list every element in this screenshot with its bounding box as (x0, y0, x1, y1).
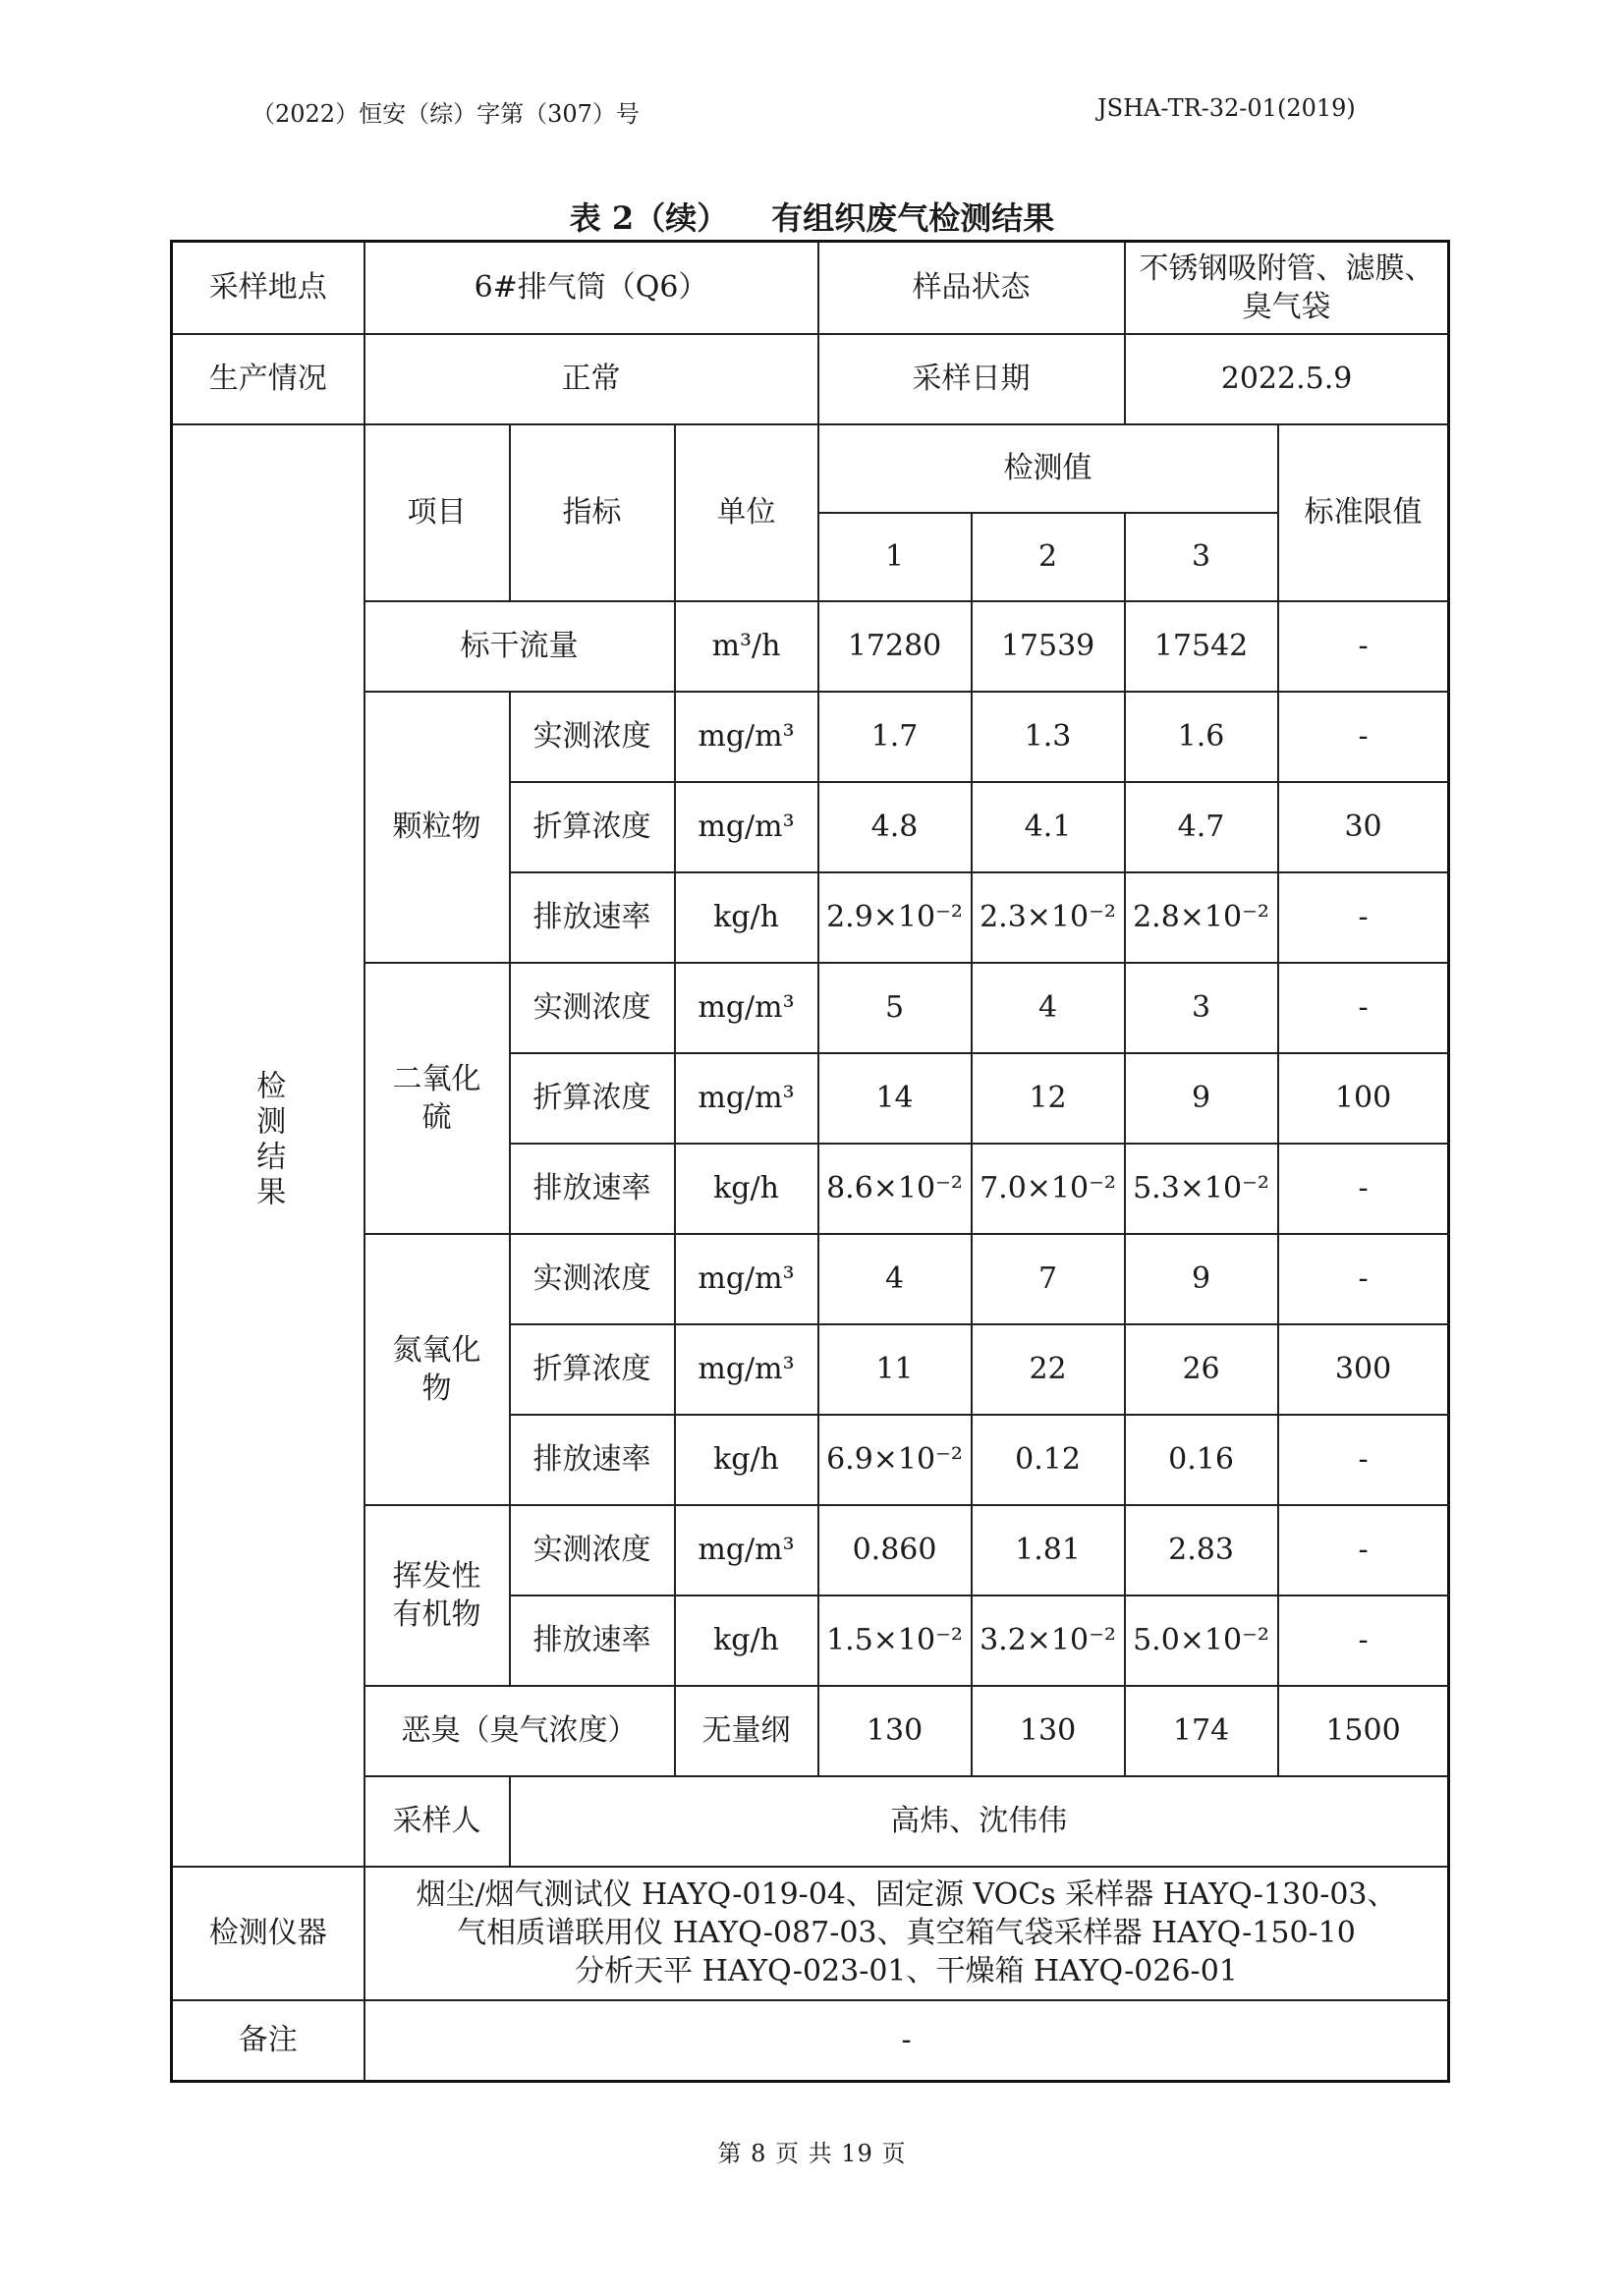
odor-label: 恶臭（臭气浓度） (364, 1686, 675, 1776)
value-cell: 12 (972, 1053, 1125, 1144)
location-value: 6#排气筒（Q6） (364, 242, 818, 334)
limit-cell: - (1278, 872, 1449, 963)
odor-unit: 无量纲 (675, 1686, 818, 1776)
group-name: 二氧化硫 (364, 963, 510, 1234)
page-number: 第 8 页 共 19 页 (717, 2140, 907, 2167)
sample-state-value: 不锈钢吸附管、滤膜、臭气袋 (1125, 242, 1449, 334)
value-cell: 7 (972, 1234, 1125, 1324)
indicator-cell: 排放速率 (510, 1595, 675, 1686)
value-cell: 1.7 (818, 692, 972, 782)
header-indicator: 指标 (510, 424, 675, 601)
value-cell: 3.2×10⁻² (972, 1595, 1125, 1686)
table-number: 表 2（续） (569, 199, 729, 237)
value-cell: 0.16 (1125, 1415, 1278, 1505)
odor-value-1: 130 (818, 1686, 972, 1776)
indicator-cell: 实测浓度 (510, 963, 675, 1053)
indicator-cell: 实测浓度 (510, 1234, 675, 1324)
unit-cell: mg/m³ (675, 782, 818, 872)
value-cell: 4.7 (1125, 782, 1278, 872)
value-cell: 1.3 (972, 692, 1125, 782)
value-cell: 11 (818, 1324, 972, 1415)
header-measured: 检测值 (818, 424, 1278, 513)
header-limit: 标准限值 (1278, 424, 1449, 601)
indicator-cell: 折算浓度 (510, 782, 675, 872)
remarks-label: 备注 (172, 2000, 364, 2082)
value-cell: 1.81 (972, 1505, 1125, 1595)
unit-cell: mg/m³ (675, 692, 818, 782)
header-run-1: 1 (818, 513, 972, 601)
unit-cell: kg/h (675, 1595, 818, 1686)
production-value: 正常 (364, 334, 818, 424)
value-cell: 5 (818, 963, 972, 1053)
flow-value-3: 17542 (1125, 601, 1278, 692)
unit-cell: mg/m³ (675, 1234, 818, 1324)
value-cell: 1.6 (1125, 692, 1278, 782)
table-caption: 有组织废气检测结果 (771, 199, 1055, 237)
limit-cell: - (1278, 1505, 1449, 1595)
value-cell: 2.83 (1125, 1505, 1278, 1595)
flow-unit: m³/h (675, 601, 818, 692)
sample-state-label: 样品状态 (818, 242, 1125, 334)
value-cell: 5.0×10⁻² (1125, 1595, 1278, 1686)
table-title (0, 194, 1624, 239)
value-cell: 9 (1125, 1053, 1278, 1144)
group-name: 颗粒物 (364, 692, 510, 963)
unit-cell: kg/h (675, 872, 818, 963)
unit-cell: mg/m³ (675, 1324, 818, 1415)
indicator-cell: 排放速率 (510, 1415, 675, 1505)
value-cell: 4.8 (818, 782, 972, 872)
odor-value-3: 174 (1125, 1686, 1278, 1776)
remarks-value: - (364, 2000, 1449, 2082)
limit-cell: 100 (1278, 1053, 1449, 1144)
limit-cell: 300 (1278, 1324, 1449, 1415)
header-unit: 单位 (675, 424, 818, 601)
value-cell: 6.9×10⁻² (818, 1415, 972, 1505)
unit-cell: mg/m³ (675, 1053, 818, 1144)
value-cell: 3 (1125, 963, 1278, 1053)
odor-value-2: 130 (972, 1686, 1125, 1776)
unit-cell: mg/m³ (675, 1505, 818, 1595)
location-label: 采样地点 (172, 242, 364, 334)
value-cell: 8.6×10⁻² (818, 1144, 972, 1234)
production-label: 生产情况 (172, 334, 364, 424)
limit-cell: 30 (1278, 782, 1449, 872)
limit-cell: - (1278, 1415, 1449, 1505)
value-cell: 4 (818, 1234, 972, 1324)
value-cell: 0.12 (972, 1415, 1125, 1505)
limit-cell: - (1278, 1144, 1449, 1234)
limit-cell: - (1278, 963, 1449, 1053)
unit-cell: mg/m³ (675, 963, 818, 1053)
limit-cell: - (1278, 692, 1449, 782)
indicator-cell: 实测浓度 (510, 692, 675, 782)
instruments-value (364, 1867, 1449, 2000)
date-label: 采样日期 (818, 334, 1125, 424)
instrument-line: 烟尘/烟气测试仪 HAYQ-019-04、固定源 VOCs 采样器 HAYQ-130-03、 (416, 1877, 1397, 1912)
value-cell: 2.9×10⁻² (818, 872, 972, 963)
value-cell: 7.0×10⁻² (972, 1144, 1125, 1234)
value-cell: 2.3×10⁻² (972, 872, 1125, 963)
sampler-label: 采样人 (364, 1776, 510, 1867)
value-cell: 4.1 (972, 782, 1125, 872)
limit-cell: - (1278, 1234, 1449, 1324)
sampler-value: 高炜、沈伟伟 (510, 1776, 1449, 1867)
value-cell: 1.5×10⁻² (818, 1595, 972, 1686)
value-cell: 9 (1125, 1234, 1278, 1324)
instrument-line: 分析天平 HAYQ-023-01、干燥箱 HAYQ-026-01 (575, 1954, 1238, 1988)
date-value: 2022.5.9 (1125, 334, 1449, 424)
value-cell: 22 (972, 1324, 1125, 1415)
value-cell: 0.860 (818, 1505, 972, 1595)
indicator-cell: 实测浓度 (510, 1505, 675, 1595)
value-cell: 4 (972, 963, 1125, 1053)
indicator-cell: 排放速率 (510, 1144, 675, 1234)
indicator-cell: 折算浓度 (510, 1053, 675, 1144)
value-cell: 2.8×10⁻² (1125, 872, 1278, 963)
flow-label: 标干流量 (364, 601, 675, 692)
instruments-label: 检测仪器 (172, 1867, 364, 2000)
unit-cell: kg/h (675, 1415, 818, 1505)
header-run-2: 2 (972, 513, 1125, 601)
flow-limit: - (1278, 601, 1449, 692)
instrument-line: 气相质谱联用仪 HAYQ-087-03、真空箱气袋采样器 HAYQ-150-10 (457, 1916, 1356, 1950)
results-table (170, 240, 1450, 2083)
group-name: 氮氧化物 (364, 1234, 510, 1505)
flow-value-2: 17539 (972, 601, 1125, 692)
group-name: 挥发性有机物 (364, 1505, 510, 1686)
header-item: 项目 (364, 424, 510, 601)
odor-limit: 1500 (1278, 1686, 1449, 1776)
unit-cell: kg/h (675, 1144, 818, 1234)
indicator-cell: 折算浓度 (510, 1324, 675, 1415)
flow-value-1: 17280 (818, 601, 972, 692)
header-run-3: 3 (1125, 513, 1278, 601)
limit-cell: - (1278, 1595, 1449, 1686)
indicator-cell: 排放速率 (510, 872, 675, 963)
value-cell: 5.3×10⁻² (1125, 1144, 1278, 1234)
value-cell: 26 (1125, 1324, 1278, 1415)
report-number: （2022）恒安（综）字第（307）号 (252, 100, 640, 128)
section-label: 检测结果 (251, 1069, 286, 1211)
document-code: JSHA-TR-32-01(2019) (1097, 94, 1356, 122)
value-cell: 14 (818, 1053, 972, 1144)
